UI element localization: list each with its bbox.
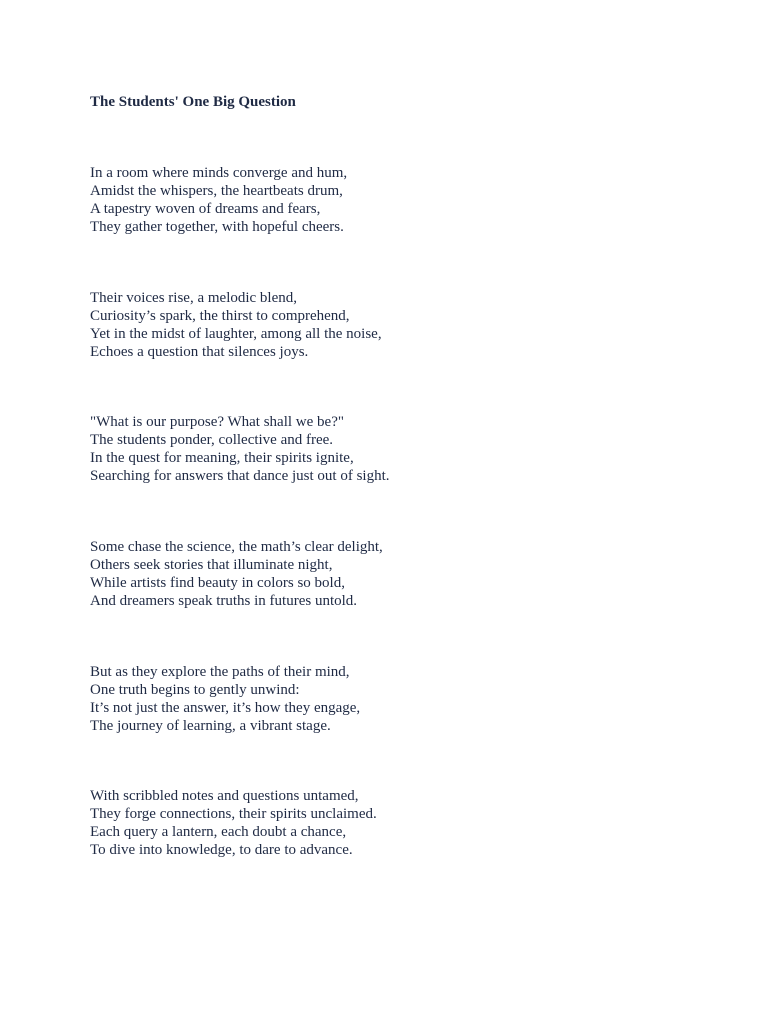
poem-line: One truth begins to gently unwind: [90,682,300,698]
poem-line: Each query a lantern, each doubt a chance, [90,824,347,840]
stanza-5 [90,663,690,735]
poem-line: In the quest for meaning, their spirits ignite, [90,450,354,466]
poem-line: Curiosity’s spark, the thirst to comprehend, [90,308,350,324]
poem-line: It’s not just the answer, it’s how they engage, [90,700,361,716]
stanza-3 [90,413,690,485]
poem-line: But as they explore the paths of their mind, [90,664,350,680]
stanza-6 [90,787,690,859]
poem-line: And dreamers speak truths in futures untold. [90,593,358,609]
poem-line: In a room where minds converge and hum, [90,165,348,181]
poem-line: A tapestry woven of dreams and fears, [90,201,321,217]
poem-line: With scribbled notes and questions untamed, [90,788,359,804]
poem-line: Their voices rise, a melodic blend, [90,290,298,306]
poem-line: Others seek stories that illuminate night, [90,557,333,573]
poem-line: Amidst the whispers, the heartbeats drum, [90,183,343,199]
stanza-2 [90,289,690,361]
poem-line: Echoes a question that silences joys. [90,344,309,360]
poem-line: Yet in the midst of laughter, among all the noise, [90,326,382,342]
poem-line: The journey of learning, a vibrant stage. [90,718,331,734]
poem-line: Some chase the science, the math’s clear delight, [90,539,383,555]
poem-line: "What is our purpose? What shall we be?" [90,414,344,430]
poem-line: While artists find beauty in colors so bold, [90,575,345,591]
stanza-1 [90,164,690,236]
poem-title: The Students' One Big Question [90,94,296,110]
poem-line: They gather together, with hopeful cheers. [90,219,344,235]
poem-line: To dive into knowledge, to dare to advance. [90,842,353,858]
poem-line: The students ponder, collective and free. [90,432,334,448]
stanza-4 [90,538,690,610]
poem-line: Searching for answers that dance just out of sight. [90,468,390,484]
poem-line: They forge connections, their spirits unclaimed. [90,806,377,822]
